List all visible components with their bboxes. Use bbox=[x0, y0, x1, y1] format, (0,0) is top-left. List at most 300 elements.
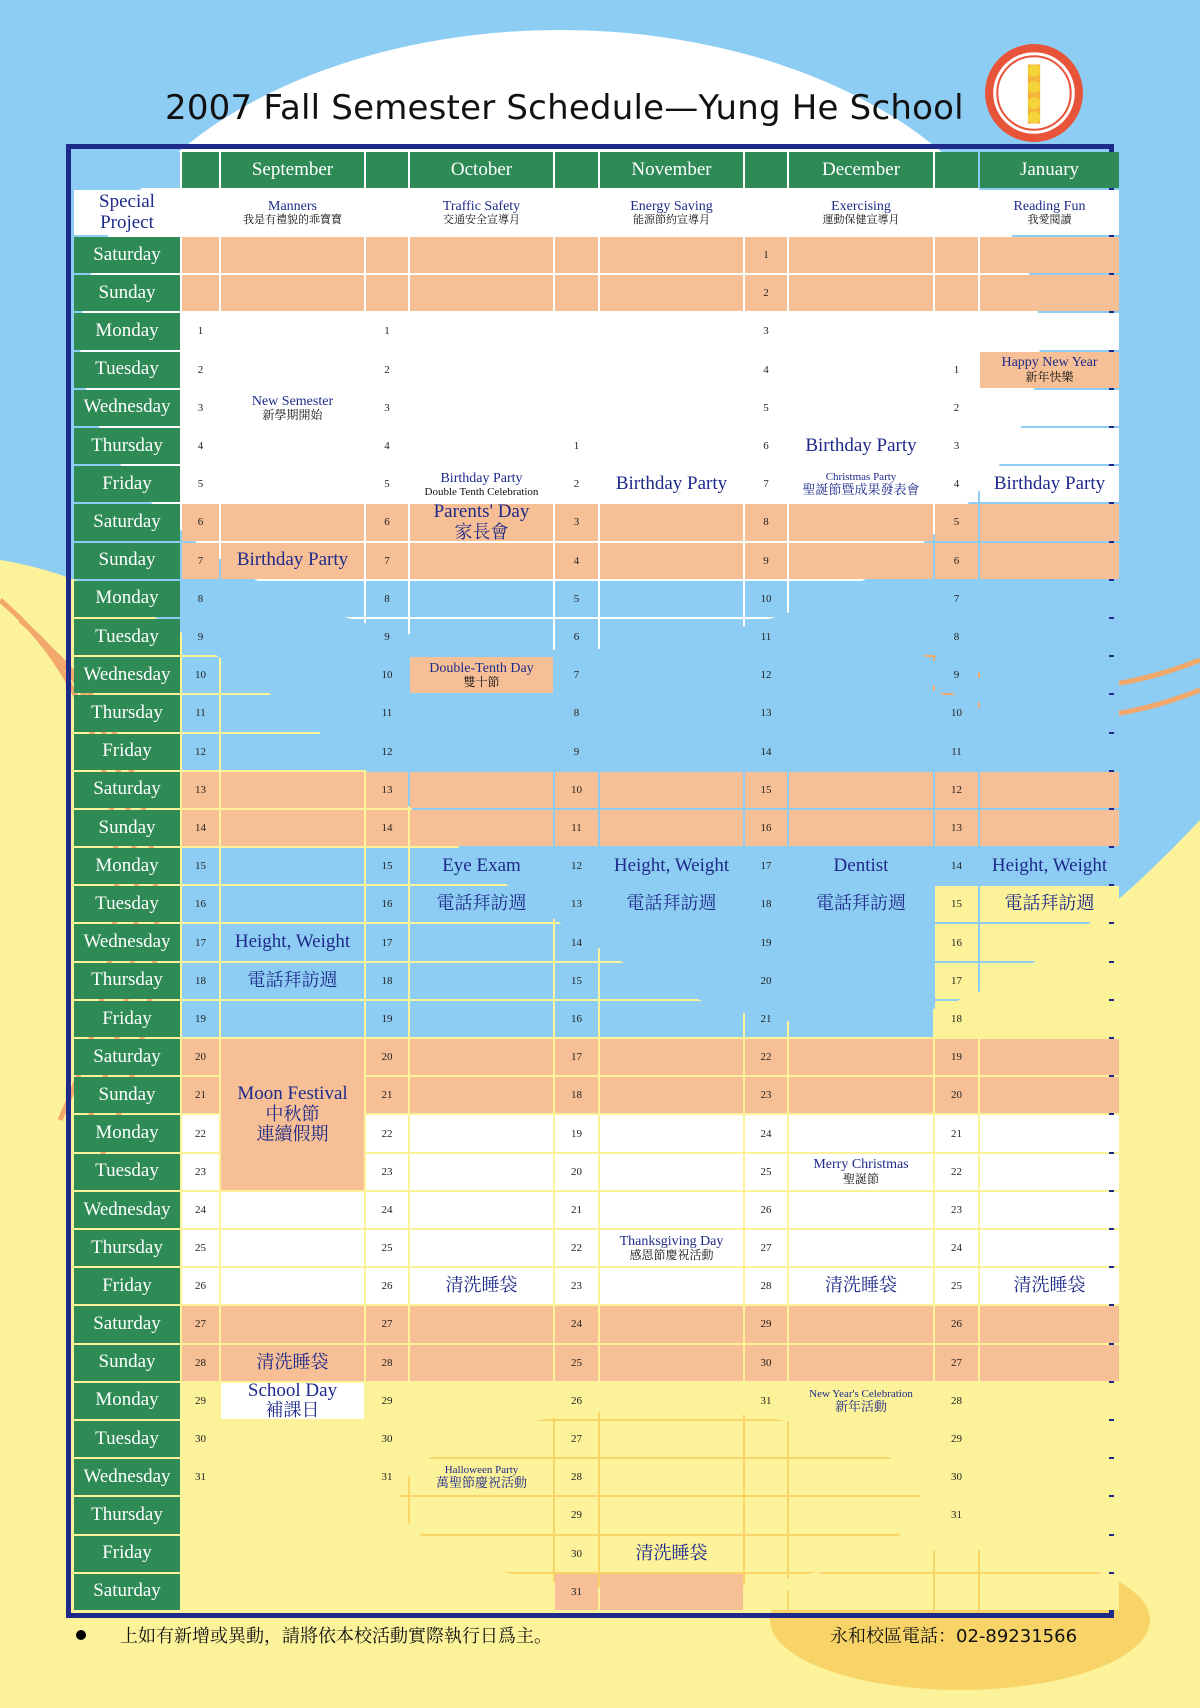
day-label: Friday bbox=[74, 1268, 180, 1304]
event-zh: 電話拜訪週 bbox=[816, 893, 906, 914]
event-moon-festival-holiday bbox=[221, 1039, 364, 1190]
date-number: 10 bbox=[935, 695, 978, 731]
event-title: New Year's Celebration bbox=[809, 1387, 913, 1400]
date-number: 15 bbox=[182, 848, 219, 884]
date-number bbox=[935, 1536, 978, 1572]
date-number: 2 bbox=[935, 390, 978, 426]
event-cell bbox=[600, 1536, 743, 1572]
event-cell bbox=[410, 657, 553, 693]
calendar-cell bbox=[789, 657, 933, 693]
calendar-cell bbox=[789, 734, 933, 770]
calendar-cell bbox=[789, 1536, 933, 1572]
calendar-cell bbox=[980, 313, 1119, 349]
calendar-cell bbox=[600, 1306, 743, 1342]
event-cell bbox=[789, 428, 933, 464]
date-number: 24 bbox=[182, 1192, 219, 1228]
date-number: 16 bbox=[182, 886, 219, 922]
calendar-cell bbox=[600, 657, 743, 693]
calendar-cell bbox=[980, 657, 1119, 693]
calendar-cell bbox=[221, 313, 364, 349]
calendar-cell bbox=[221, 1306, 364, 1342]
event-zh: 感恩節慶祝活動 bbox=[629, 1248, 714, 1263]
date-number: 28 bbox=[555, 1459, 598, 1495]
calendar-cell bbox=[980, 924, 1119, 960]
calendar-cell bbox=[789, 1574, 933, 1610]
calendar-cell bbox=[221, 886, 364, 922]
calendar-cell bbox=[789, 1001, 933, 1037]
event-title: Merry Christmas bbox=[813, 1157, 909, 1173]
footer-phone: 永和校區電話：02-89231566 bbox=[830, 1626, 1078, 1647]
event-zh: 聖誕節 bbox=[842, 1171, 879, 1186]
date-number bbox=[182, 1536, 219, 1572]
calendar-cell bbox=[221, 1574, 364, 1610]
date-number: 17 bbox=[745, 848, 787, 884]
calendar-cell bbox=[789, 352, 933, 388]
date-number: 1 bbox=[366, 313, 408, 349]
calendar-cell bbox=[410, 1154, 553, 1190]
date-number: 13 bbox=[366, 772, 408, 808]
event-zh: 清洗睡袋 bbox=[445, 1275, 518, 1296]
event-zh: 萬聖節慶祝活動 bbox=[435, 1475, 527, 1491]
event-cell bbox=[410, 1459, 553, 1495]
event-cell bbox=[221, 1383, 364, 1419]
calendar-cell bbox=[980, 1574, 1119, 1610]
event-title: Moon Festival bbox=[237, 1083, 348, 1105]
calendar-cell bbox=[221, 657, 364, 693]
date-number: 31 bbox=[366, 1459, 408, 1495]
date-number: 11 bbox=[182, 695, 219, 731]
event-title: Double-Tenth Day bbox=[429, 660, 534, 676]
date-number: 17 bbox=[555, 1039, 598, 1075]
date-number: 19 bbox=[366, 1001, 408, 1037]
date-number: 2 bbox=[366, 352, 408, 388]
calendar-cell bbox=[410, 1421, 553, 1457]
date-number: 29 bbox=[745, 1306, 787, 1342]
calendar-cell bbox=[600, 543, 743, 579]
date-number: 14 bbox=[182, 810, 219, 846]
project-number-cell bbox=[182, 190, 219, 235]
calendar-cell bbox=[980, 390, 1119, 426]
date-number: 9 bbox=[182, 619, 219, 655]
date-number: 22 bbox=[182, 1115, 219, 1151]
date-number: 30 bbox=[366, 1421, 408, 1457]
date-number: 24 bbox=[745, 1115, 787, 1151]
calendar-cell bbox=[789, 581, 933, 617]
date-number: 13 bbox=[935, 810, 978, 846]
day-label: Tuesday bbox=[74, 352, 180, 388]
calendar-cell bbox=[789, 1039, 933, 1075]
calendar-cell bbox=[600, 352, 743, 388]
calendar-cell bbox=[789, 1497, 933, 1533]
project-number-cell bbox=[935, 190, 978, 235]
event-title: Birthday Party bbox=[805, 434, 917, 456]
calendar-cell bbox=[600, 390, 743, 426]
day-label: Thursday bbox=[74, 963, 180, 999]
date-number: 24 bbox=[366, 1192, 408, 1228]
date-number: 14 bbox=[366, 810, 408, 846]
date-number: 20 bbox=[555, 1154, 598, 1190]
date-number: 10 bbox=[366, 657, 408, 693]
calendar-cell bbox=[980, 1421, 1119, 1457]
date-number: 18 bbox=[555, 1077, 598, 1113]
event-zh: 家長會 bbox=[454, 522, 509, 541]
date-number: 27 bbox=[182, 1306, 219, 1342]
event-cell bbox=[980, 886, 1119, 922]
date-number: 9 bbox=[555, 734, 598, 770]
calendar-cell bbox=[221, 1536, 364, 1572]
date-number: 25 bbox=[745, 1154, 787, 1190]
date-number: 11 bbox=[555, 810, 598, 846]
date-number: 15 bbox=[935, 886, 978, 922]
calendar-cell bbox=[980, 810, 1119, 846]
date-number: 15 bbox=[555, 963, 598, 999]
date-number: 4 bbox=[745, 352, 787, 388]
calendar-cell bbox=[221, 772, 364, 808]
calendar-cell bbox=[600, 504, 743, 540]
day-label: Friday bbox=[74, 734, 180, 770]
date-number: 9 bbox=[366, 619, 408, 655]
calendar-cell bbox=[980, 619, 1119, 655]
date-number: 31 bbox=[182, 1459, 219, 1495]
calendar-cell bbox=[980, 543, 1119, 579]
day-label: Sunday bbox=[74, 1345, 180, 1381]
date-number bbox=[745, 1536, 787, 1572]
calendar-cell bbox=[221, 237, 364, 273]
calendar-cell bbox=[789, 1192, 933, 1228]
day-label: Sunday bbox=[74, 275, 180, 311]
project-number-cell bbox=[555, 190, 598, 235]
date-number: 30 bbox=[745, 1345, 787, 1381]
date-number: 18 bbox=[745, 886, 787, 922]
calendar-cell bbox=[600, 619, 743, 655]
event-cell bbox=[600, 466, 743, 502]
calendar-cell bbox=[410, 275, 553, 311]
project-title: Energy Saving bbox=[630, 198, 713, 214]
day-label: Tuesday bbox=[74, 886, 180, 922]
day-label: Tuesday bbox=[74, 1154, 180, 1190]
date-number: 28 bbox=[182, 1345, 219, 1381]
day-label: Tuesday bbox=[74, 1421, 180, 1457]
footer-note: 上如有新增或異動，請將依本校活動實際執行日爲主。 bbox=[120, 1626, 552, 1647]
date-number bbox=[555, 352, 598, 388]
event-cell bbox=[600, 848, 743, 884]
calendar-cell bbox=[789, 772, 933, 808]
date-number: 3 bbox=[182, 390, 219, 426]
date-number: 26 bbox=[555, 1383, 598, 1419]
month-header-october: October bbox=[410, 152, 553, 188]
date-number: 12 bbox=[366, 734, 408, 770]
event-zh: 清洗睡袋 bbox=[635, 1542, 708, 1563]
event-cell bbox=[789, 1154, 933, 1190]
date-number: 4 bbox=[182, 428, 219, 464]
event-zh: 新學期開始 bbox=[262, 407, 323, 422]
event-subtitle: Double Tenth Celebration bbox=[424, 485, 539, 498]
day-label: Wednesday bbox=[74, 924, 180, 960]
event-zh: 新年活動 bbox=[834, 1398, 887, 1414]
date-number: 24 bbox=[555, 1306, 598, 1342]
date-number: 12 bbox=[935, 772, 978, 808]
date-number: 29 bbox=[555, 1497, 598, 1533]
date-number: 21 bbox=[555, 1192, 598, 1228]
event-cell bbox=[221, 963, 364, 999]
date-number: 12 bbox=[182, 734, 219, 770]
calendar-cell bbox=[980, 1039, 1119, 1075]
date-number: 6 bbox=[555, 619, 598, 655]
date-number: 11 bbox=[935, 734, 978, 770]
date-number bbox=[745, 1459, 787, 1495]
calendar-cell bbox=[600, 924, 743, 960]
event-title: Happy New Year bbox=[1001, 355, 1098, 371]
date-number: 19 bbox=[182, 1001, 219, 1037]
calendar-cell bbox=[221, 1001, 364, 1037]
date-number: 13 bbox=[745, 695, 787, 731]
project-cell-october bbox=[410, 190, 553, 235]
header-corner bbox=[74, 152, 180, 188]
school-emblem-icon bbox=[983, 42, 1085, 144]
date-number: 19 bbox=[935, 1039, 978, 1075]
calendar-cell bbox=[221, 695, 364, 731]
calendar-cell bbox=[789, 390, 933, 426]
date-number: 20 bbox=[745, 963, 787, 999]
date-number: 21 bbox=[182, 1077, 219, 1113]
calendar-cell bbox=[789, 237, 933, 273]
day-label: Thursday bbox=[74, 1230, 180, 1266]
calendar-cell bbox=[789, 275, 933, 311]
event-cell bbox=[221, 1345, 364, 1381]
date-number: 27 bbox=[935, 1345, 978, 1381]
date-number: 4 bbox=[555, 543, 598, 579]
date-number: 28 bbox=[366, 1345, 408, 1381]
date-number: 30 bbox=[182, 1421, 219, 1457]
schedule-grid bbox=[74, 152, 1106, 1610]
date-number: 6 bbox=[745, 428, 787, 464]
calendar-cell bbox=[600, 1154, 743, 1190]
date-number bbox=[182, 275, 219, 311]
date-number bbox=[366, 1497, 408, 1533]
page-title: 2007 Fall Semester Schedule—Yung He School bbox=[165, 88, 964, 128]
calendar-cell bbox=[789, 963, 933, 999]
date-number: 18 bbox=[935, 1001, 978, 1037]
date-number: 14 bbox=[745, 734, 787, 770]
calendar-cell bbox=[600, 428, 743, 464]
calendar-cell bbox=[980, 1115, 1119, 1151]
calendar-cell bbox=[980, 1459, 1119, 1495]
calendar-cell bbox=[600, 1115, 743, 1151]
project-cell-january bbox=[980, 190, 1119, 235]
date-number: 25 bbox=[935, 1268, 978, 1304]
date-number: 15 bbox=[366, 848, 408, 884]
date-number: 11 bbox=[745, 619, 787, 655]
date-number: 5 bbox=[745, 390, 787, 426]
event-title: Birthday Party bbox=[236, 549, 349, 571]
date-number: 26 bbox=[745, 1192, 787, 1228]
calendar-cell bbox=[410, 1497, 553, 1533]
calendar-cell bbox=[789, 810, 933, 846]
date-number: 29 bbox=[366, 1383, 408, 1419]
day-label: Sunday bbox=[74, 810, 180, 846]
date-number: 7 bbox=[745, 466, 787, 502]
date-number: 27 bbox=[555, 1421, 598, 1457]
date-number: 8 bbox=[935, 619, 978, 655]
day-label: Friday bbox=[74, 1001, 180, 1037]
date-number: 5 bbox=[935, 504, 978, 540]
event-zh: 新年快樂 bbox=[1025, 369, 1074, 384]
calendar-cell bbox=[410, 810, 553, 846]
calendar-cell bbox=[980, 695, 1119, 731]
calendar-cell bbox=[410, 963, 553, 999]
date-number: 6 bbox=[935, 543, 978, 579]
event-cell bbox=[980, 1268, 1119, 1304]
calendar-cell bbox=[221, 1268, 364, 1304]
date-number: 31 bbox=[745, 1383, 787, 1419]
project-cell-september bbox=[221, 190, 364, 235]
event-cell bbox=[789, 886, 933, 922]
date-number: 7 bbox=[555, 657, 598, 693]
calendar-cell bbox=[789, 1115, 933, 1151]
date-number: 21 bbox=[745, 1001, 787, 1037]
calendar-cell bbox=[600, 1383, 743, 1419]
date-number: 2 bbox=[555, 466, 598, 502]
date-number: 4 bbox=[366, 428, 408, 464]
calendar-cell bbox=[600, 1421, 743, 1457]
date-number: 16 bbox=[935, 924, 978, 960]
date-number bbox=[366, 275, 408, 311]
event-cell bbox=[600, 1230, 743, 1266]
date-number: 2 bbox=[745, 275, 787, 311]
calendar-cell bbox=[221, 1421, 364, 1457]
project-subtitle: 能源節約宣導月 bbox=[633, 214, 710, 227]
day-label: Thursday bbox=[74, 695, 180, 731]
date-number: 29 bbox=[182, 1383, 219, 1419]
day-label: Monday bbox=[74, 848, 180, 884]
date-number: 20 bbox=[366, 1039, 408, 1075]
calendar-cell bbox=[221, 1459, 364, 1495]
calendar-cell bbox=[980, 1306, 1119, 1342]
calendar-cell bbox=[789, 924, 933, 960]
calendar-cell bbox=[221, 1230, 364, 1266]
day-label: Saturday bbox=[74, 1306, 180, 1342]
day-label: Sunday bbox=[74, 543, 180, 579]
date-number: 26 bbox=[935, 1306, 978, 1342]
date-number: 3 bbox=[366, 390, 408, 426]
calendar-cell bbox=[789, 313, 933, 349]
month-number-header bbox=[745, 152, 787, 188]
date-number: 20 bbox=[935, 1077, 978, 1113]
calendar-cell bbox=[600, 772, 743, 808]
project-number-cell bbox=[366, 190, 408, 235]
date-number: 25 bbox=[182, 1230, 219, 1266]
event-title: Parents' Day bbox=[433, 504, 530, 523]
date-number: 24 bbox=[935, 1230, 978, 1266]
day-label: Wednesday bbox=[74, 657, 180, 693]
event-cell bbox=[221, 924, 364, 960]
calendar-cell bbox=[221, 619, 364, 655]
date-number: 20 bbox=[182, 1039, 219, 1075]
calendar-cell bbox=[980, 1497, 1119, 1533]
calendar-cell bbox=[221, 1192, 364, 1228]
calendar-cell bbox=[221, 848, 364, 884]
calendar-cell bbox=[410, 1039, 553, 1075]
calendar-cell bbox=[410, 1230, 553, 1266]
date-number: 1 bbox=[935, 352, 978, 388]
event-cell bbox=[221, 543, 364, 579]
calendar-cell bbox=[600, 1077, 743, 1113]
calendar-cell bbox=[410, 1077, 553, 1113]
event-title: Birthday Party bbox=[440, 470, 523, 486]
calendar-cell bbox=[410, 772, 553, 808]
month-header-december: December bbox=[789, 152, 933, 188]
date-number: 23 bbox=[555, 1268, 598, 1304]
date-number bbox=[366, 1574, 408, 1610]
date-number: 13 bbox=[555, 886, 598, 922]
event-zh: 清洗睡袋 bbox=[825, 1275, 897, 1296]
event-title: Christmas Party bbox=[825, 471, 897, 484]
date-number: 15 bbox=[745, 772, 787, 808]
project-subtitle: 運動保健宣導月 bbox=[822, 214, 900, 227]
month-header-january: January bbox=[980, 152, 1119, 188]
day-label: Tuesday bbox=[74, 619, 180, 655]
date-number: 22 bbox=[935, 1154, 978, 1190]
calendar-cell bbox=[410, 581, 553, 617]
date-number: 8 bbox=[366, 581, 408, 617]
calendar-cell bbox=[410, 1192, 553, 1228]
event-cell bbox=[600, 886, 743, 922]
date-number bbox=[182, 1574, 219, 1610]
calendar-cell bbox=[221, 352, 364, 388]
calendar-cell bbox=[789, 695, 933, 731]
calendar-cell bbox=[789, 504, 933, 540]
date-number bbox=[366, 1536, 408, 1572]
calendar-cell bbox=[600, 1459, 743, 1495]
month-number-header bbox=[182, 152, 219, 188]
calendar-cell bbox=[980, 1077, 1119, 1113]
calendar-cell bbox=[789, 1421, 933, 1457]
project-title: Reading Fun bbox=[1013, 198, 1086, 214]
date-number bbox=[366, 237, 408, 273]
calendar-cell bbox=[410, 352, 553, 388]
event-title: Height, Weight bbox=[613, 854, 730, 876]
calendar-cell bbox=[789, 1345, 933, 1381]
calendar-cell bbox=[410, 734, 553, 770]
calendar-cell bbox=[410, 1306, 553, 1342]
date-number: 22 bbox=[555, 1230, 598, 1266]
event-zh: 清洗睡袋 bbox=[256, 1351, 329, 1372]
date-number: 19 bbox=[745, 924, 787, 960]
event-cell bbox=[221, 390, 364, 426]
project-title: Manners bbox=[268, 198, 317, 214]
calendar-cell bbox=[600, 1268, 743, 1304]
calendar-cell bbox=[980, 963, 1119, 999]
date-number: 29 bbox=[935, 1421, 978, 1457]
calendar-cell bbox=[789, 1459, 933, 1495]
date-number: 14 bbox=[555, 924, 598, 960]
day-label: Monday bbox=[74, 581, 180, 617]
calendar-cell bbox=[600, 734, 743, 770]
day-label: Friday bbox=[74, 466, 180, 502]
date-number: 9 bbox=[745, 543, 787, 579]
date-number: 1 bbox=[555, 428, 598, 464]
calendar-cell bbox=[221, 810, 364, 846]
calendar-cell bbox=[410, 619, 553, 655]
event-cell bbox=[789, 1383, 933, 1419]
calendar-cell bbox=[980, 1192, 1119, 1228]
day-label: Saturday bbox=[74, 237, 180, 273]
date-number bbox=[935, 1574, 978, 1610]
date-number: 27 bbox=[366, 1306, 408, 1342]
date-number: 6 bbox=[366, 504, 408, 540]
date-number: 7 bbox=[182, 543, 219, 579]
calendar-cell bbox=[600, 810, 743, 846]
